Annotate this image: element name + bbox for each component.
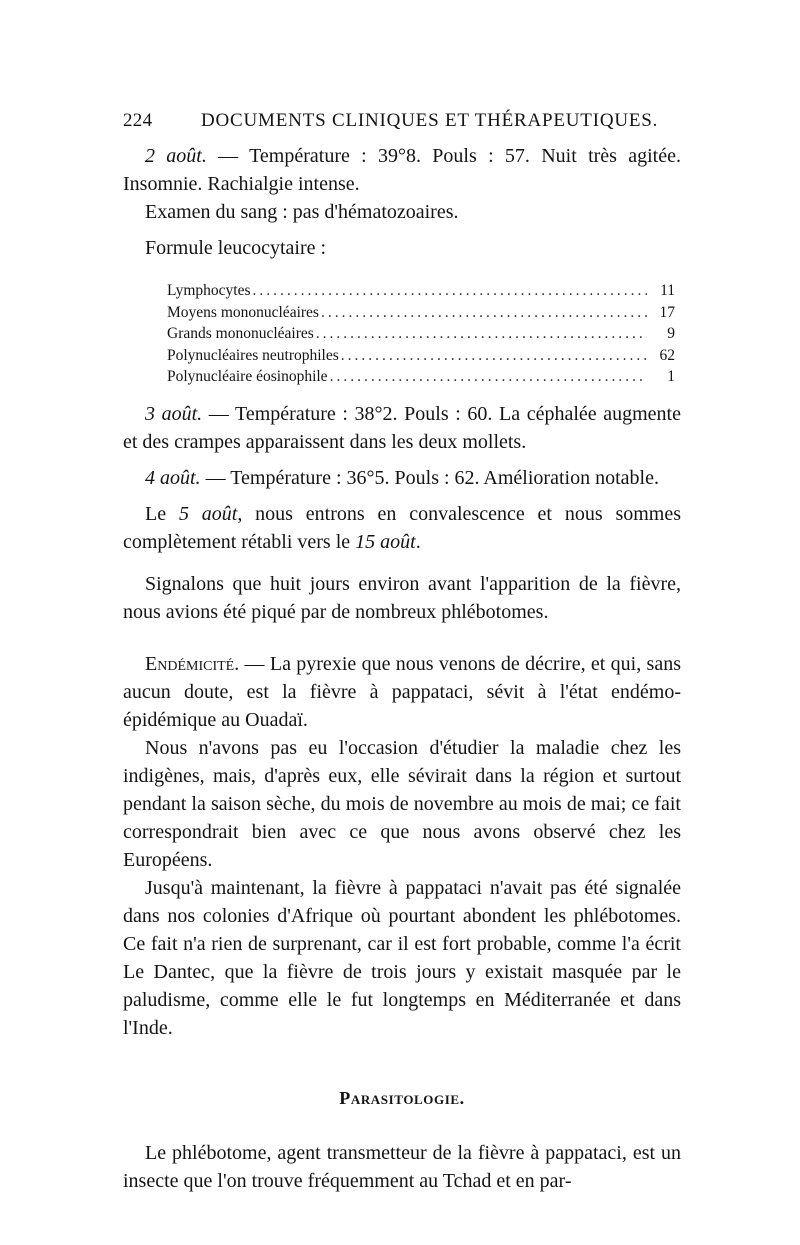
dot-leader (253, 280, 647, 302)
convalescence-paragraph (123, 500, 681, 556)
dot-leader (330, 366, 647, 388)
cell-type-label: Lymphocytes (167, 282, 251, 299)
table-row (167, 280, 675, 302)
nous-paragraph: Nous n'avons pas eu l'occasion d'étudier la maladie chez les indigènes, mais, d'après eux, elle sévirait dans la région et surtout pendant la saison sèche, du mois de novembre au mois de mai; ce fait correspondrait bien avec ce que nous avons observé chez les Européens. (123, 736, 681, 871)
running-title: DOCUMENTS CLINIQUES ET THÉRAPEUTIQUES. (201, 110, 659, 131)
endemicite-paragraph (123, 650, 681, 734)
entry-text: — Température : 39°8. Pouls : 57. Nuit très agitée. Insomnie. Rachialgie intense. (123, 145, 681, 195)
cell-count-value: 62 (659, 346, 675, 364)
page-number: 224 (123, 110, 153, 131)
table-row (167, 302, 675, 324)
cell-count-value: 11 (660, 282, 675, 299)
table-row (167, 323, 675, 345)
entry-date: 3 août. (145, 402, 203, 425)
book-page (123, 110, 681, 1195)
dot-leader (316, 323, 647, 345)
leukocyte-formula-table (167, 280, 675, 388)
entry-text: — Température : 38°2. Pouls : 60. La céphalée augmente et des crampes apparaissent dans les deux mollets. (123, 402, 681, 453)
text-run: , nous entrons en convalescence et nous sommes complètement rétabli vers le (123, 502, 682, 553)
entry-date: 2 août. (145, 145, 207, 167)
section-title: Parasitologie. (339, 1087, 465, 1108)
formula-title: Formule leucocytaire : (145, 237, 327, 259)
cell-type-label: Polynucléaires neutrophiles (167, 346, 339, 364)
dot-leader (341, 345, 647, 367)
text-run: Le (145, 502, 179, 525)
jusqua-paragraph: Jusqu'à maintenant, la fièvre à pappataci n'avait pas été signalée dans nos colonies d'Afrique où pourtant abondent les phlébotomes. Ce fait n'a rien de surprenant, car il est fort probable, comme l'a écrit Le Dantec, que la fièvre de trois jours y existait masquée par le paludisme, comme elle le fut longtemps en Méditerranée et dans l'Inde. (123, 876, 681, 1039)
run-in-heading: Endémicité. (145, 652, 240, 675)
entry-aug-4 (123, 464, 681, 492)
final-paragraph: Le phlébotome, agent transmetteur de la fièvre à pappataci, est un insecte que l'on trouve fréquemment au Tchad et en par- (123, 1141, 681, 1192)
table-row (167, 345, 675, 367)
table-row (167, 366, 675, 388)
running-header (123, 110, 681, 132)
entry-aug-3 (123, 400, 681, 456)
cell-type-label: Polynucléaire éosinophile (167, 368, 328, 385)
date-ref: 15 août (355, 530, 416, 553)
cell-type-label: Moyens mononucléaires (167, 303, 319, 321)
cell-count-value: 17 (659, 303, 675, 321)
text-run: — La pyrexie que nous venons de décrire, et qui, sans aucun doute, est la fièvre à pappataci, sévit à l'état endémo-épidémique au Ouadaï. (123, 652, 681, 731)
cell-type-label: Grands mononucléaires (167, 325, 314, 342)
cell-count-value: 9 (667, 325, 675, 342)
dot-leader (321, 302, 647, 324)
blood-exam: Examen du sang : pas d'hématozoaires. (145, 201, 459, 223)
entry-aug-2 (123, 142, 681, 198)
entry-date: 4 août. (145, 466, 201, 489)
date-ref: 5 août (178, 502, 238, 525)
cell-count-value: 1 (667, 368, 675, 385)
signalons-paragraph: Signalons que huit jours environ avant l'apparition de la fièvre, nous avions été piqué par de nombreux phlébotomes. (123, 572, 681, 623)
entry-text: — Température : 36°5. Pouls : 62. Amélioration notable. (200, 466, 659, 489)
text-run: . (415, 530, 421, 553)
